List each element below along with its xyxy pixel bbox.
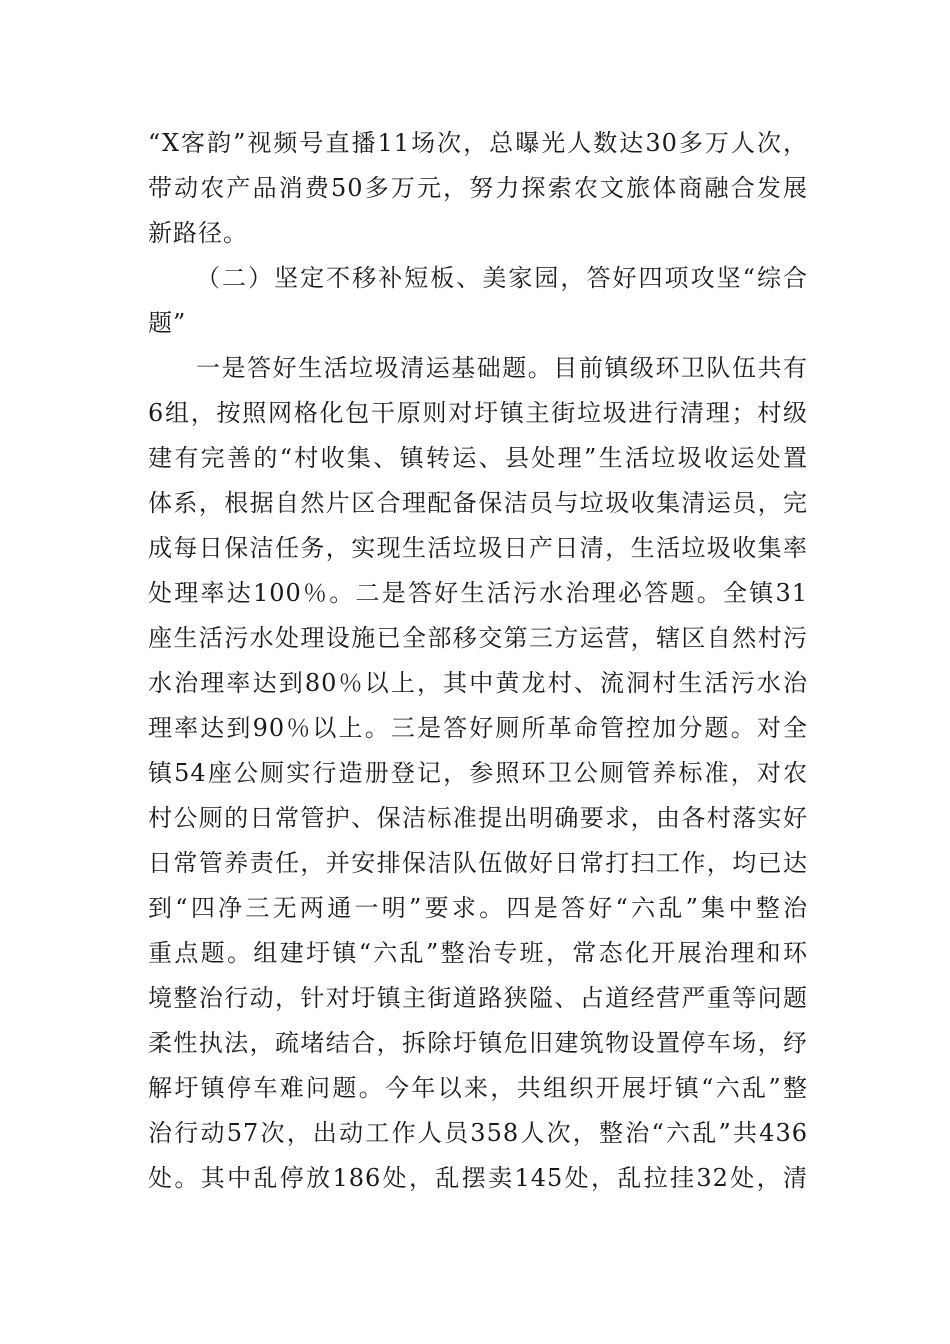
- text-line: 处。其中乱停放186处，乱摆卖145处，乱拉挂32处，清: [148, 1164, 808, 1192]
- text-line: 镇54座公厕实行造册登记，参照环卫公厕管养标准，对农: [148, 759, 808, 787]
- text-line: 治行动57次，出动工作人员358人次，整治“六乱”共436: [148, 1119, 808, 1147]
- text-line: 柔性执法，疏堵结合，拆除圩镇危旧建筑物设置停车场，纾: [148, 1029, 808, 1057]
- text-line: 带动农产品消费50多万元，努力探索农文旅体商融合发展: [148, 174, 808, 202]
- text-line: 处理率达100％。二是答好生活污水治理必答题。全镇31: [148, 579, 808, 607]
- text-line: 解圩镇停车难问题。今年以来，共组织开展圩镇“六乱”整: [148, 1074, 808, 1102]
- text-line: 日常管养责任，并安排保洁队伍做好日常打扫工作，均已达: [148, 849, 808, 877]
- text-line: 境整治行动，针对圩镇主街道路狭隘、占道经营严重等问题: [148, 984, 808, 1012]
- text-line: 体系，根据自然片区合理配备保洁员与垃圾收集清运员，完: [148, 489, 808, 517]
- paragraph-start: 一是答好生活垃圾清运基础题。目前镇级环卫队伍共有: [196, 354, 808, 382]
- text-line: 村公厕的日常管护、保洁标准提出明确要求，由各村落实好: [148, 804, 808, 832]
- text-line: 到“四净三无两通一明”要求。四是答好“六乱”集中整治: [148, 894, 808, 922]
- text-line: 重点题。组建圩镇“六乱”整治专班，常态化开展治理和环: [148, 939, 808, 967]
- text-line: “X客韵”视频号直播11场次，总曝光人数达30多万人次，: [148, 129, 808, 157]
- text-line: 水治理率达到80％以上，其中黄龙村、流洞村生活污水治: [148, 669, 808, 697]
- text-line: 建有完善的“村收集、镇转运、县处理”生活垃圾收运处置: [148, 444, 808, 472]
- section-heading: （二）坚定不移补短板、美家园，答好四项攻坚“综合: [196, 264, 808, 292]
- text-line: 6组，按照网格化包干原则对圩镇主街垃圾进行清理；村级: [148, 399, 808, 427]
- text-line: 座生活污水处理设施已全部移交第三方运营，辖区自然村污: [148, 624, 808, 652]
- text-line: 理率达到90％以上。三是答好厕所革命管控加分题。对全: [148, 714, 808, 742]
- text-line: 新路径。: [148, 219, 248, 247]
- text-line: 成每日保洁任务，实现生活垃圾日产日清，生活垃圾收集率: [148, 534, 808, 562]
- section-heading-continued: 题”: [148, 309, 187, 337]
